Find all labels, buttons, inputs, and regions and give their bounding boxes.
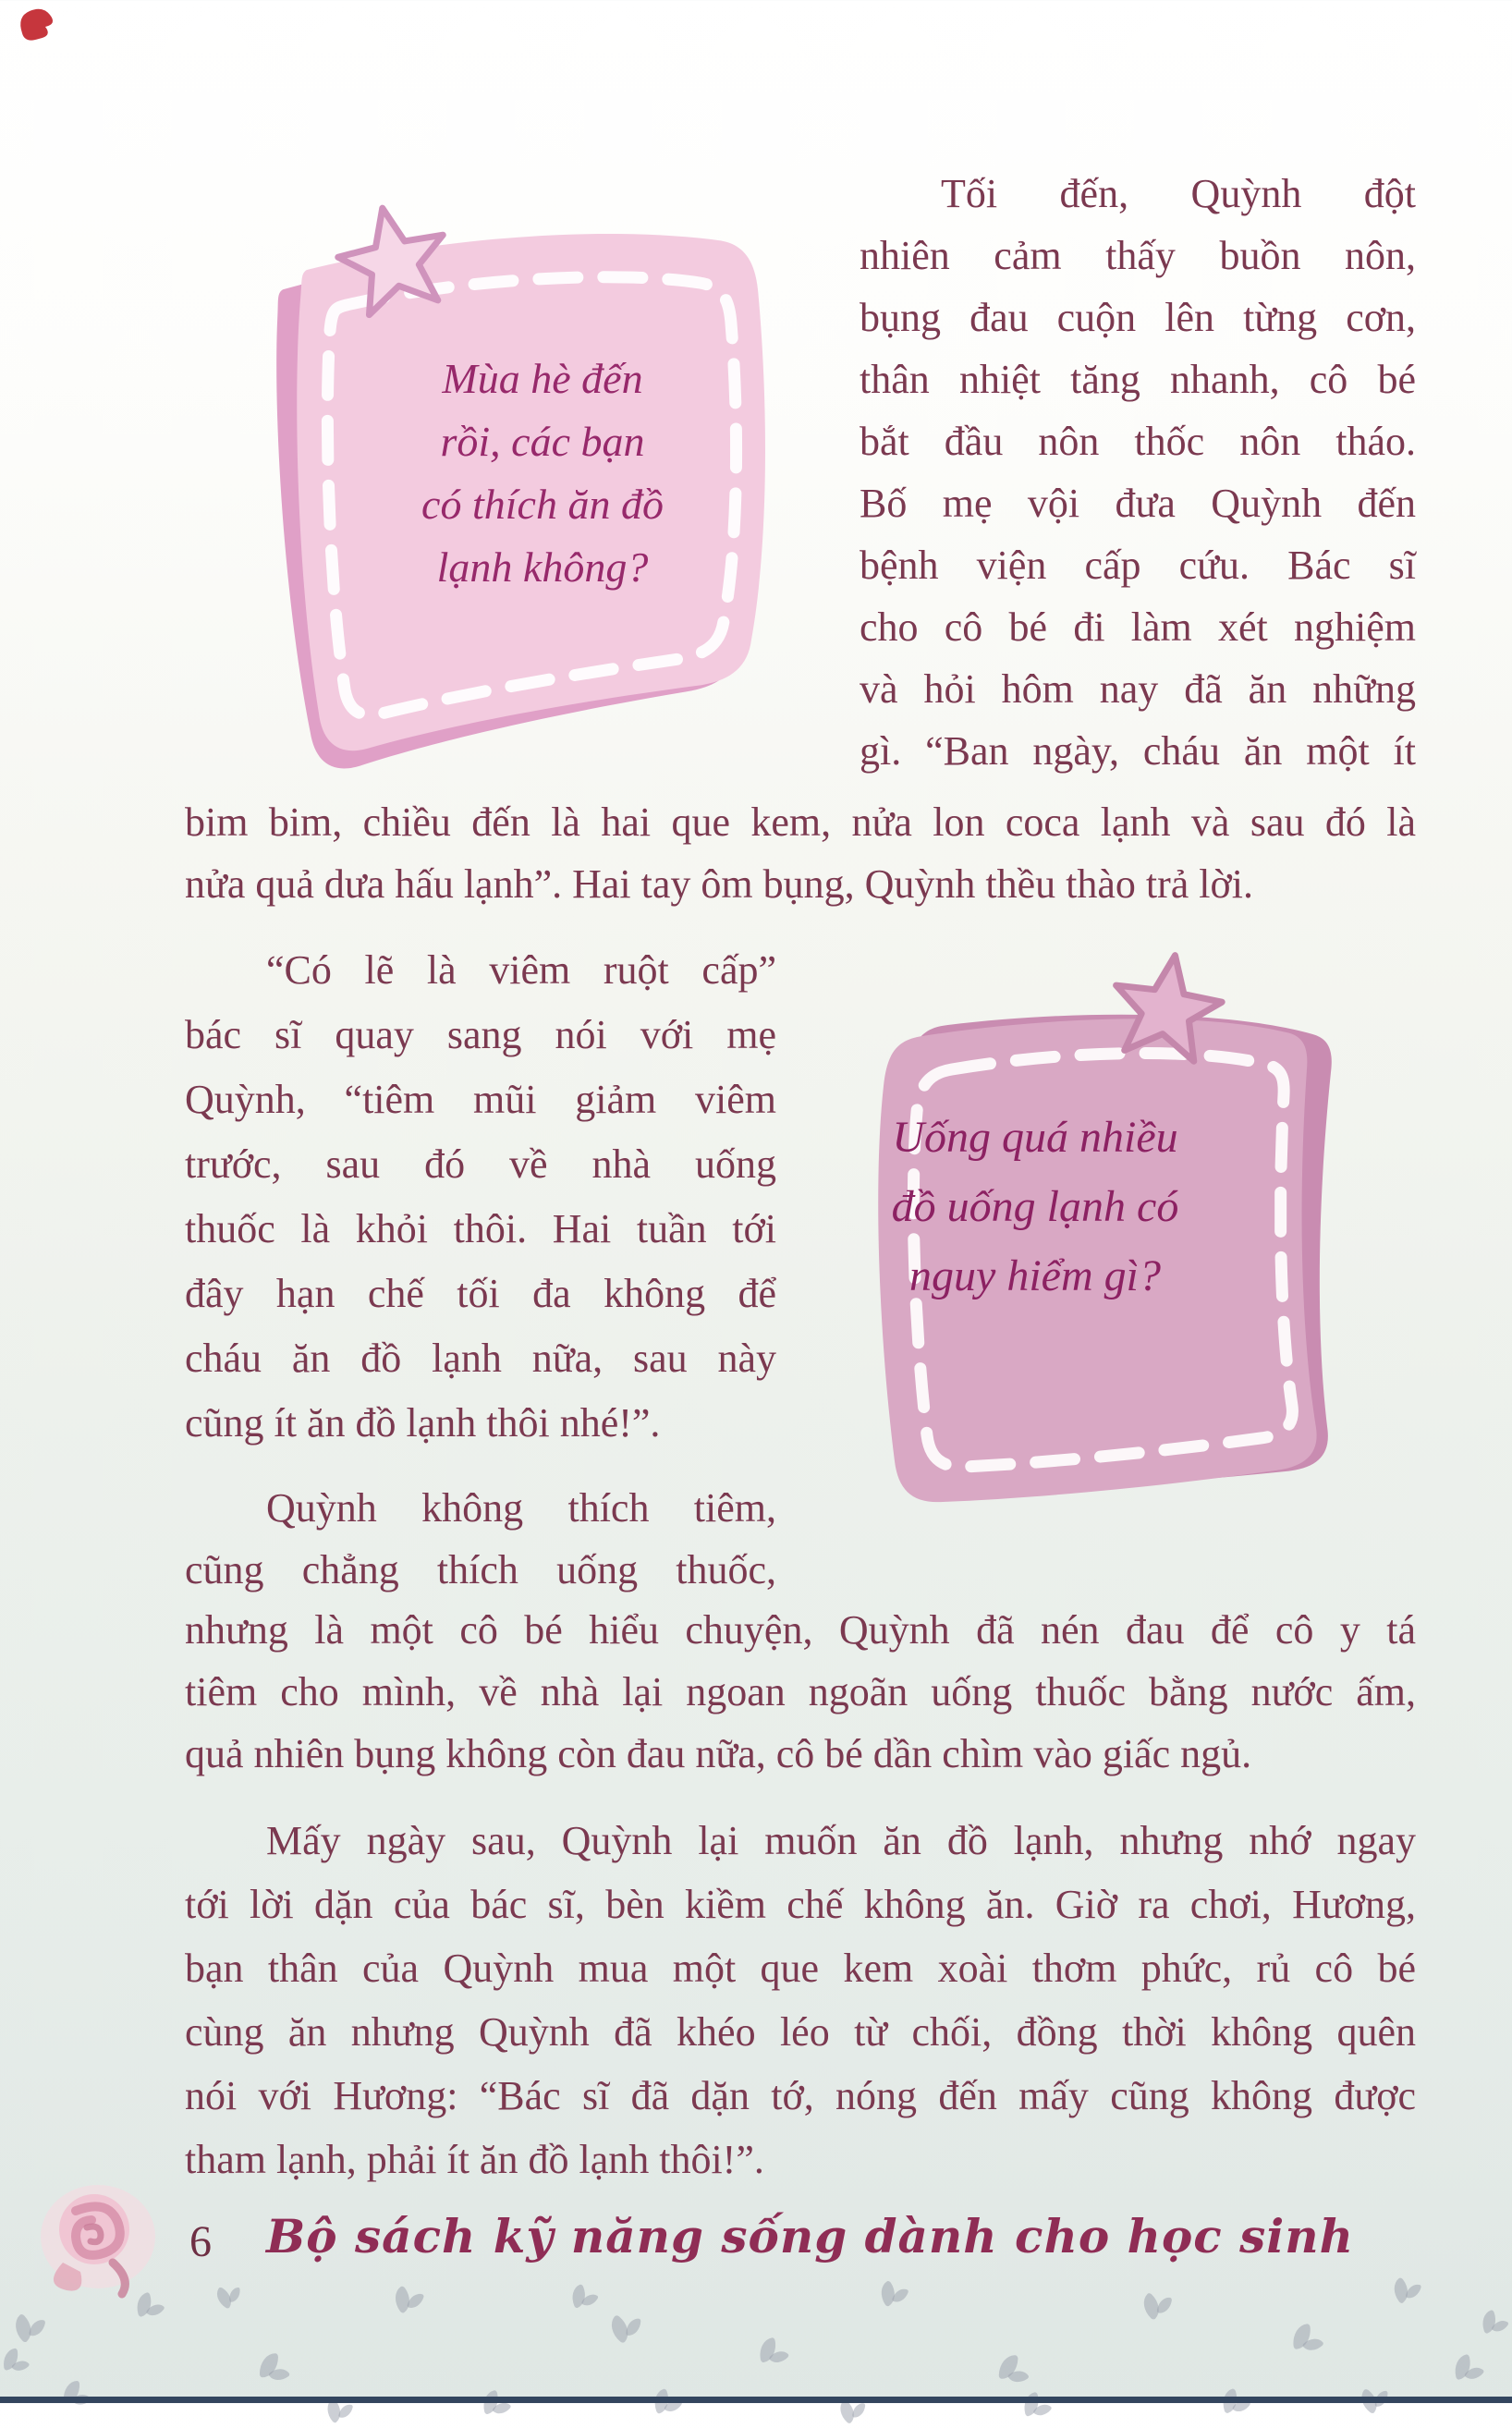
story-column-right [860, 163, 1416, 782]
page-bottom-edge [0, 2397, 1512, 2403]
story-line: và hỏi hôm nay đã ăn những [860, 666, 1416, 712]
butterfly-icon [1139, 2287, 1177, 2322]
story-line: thân nhiệt tăng nhanh, cô bé [860, 357, 1416, 402]
story-column-left-2 [185, 1477, 776, 1601]
story-line: quả nhiên bụng không còn đau nữa, cô bé dần chìm vào giấc ngủ. [185, 1731, 1252, 1776]
story-line: cũng ít ăn đồ lạnh thôi nhé!”. [185, 1400, 661, 1446]
story-line: “Có lẽ là viêm ruột cấp” [266, 947, 776, 993]
story-line: bắt đầu nôn thốc nôn tháo. [860, 419, 1416, 464]
story-line: cháu ăn đồ lạnh nữa, sau này [185, 1336, 776, 1381]
note-question-cold-drinks [841, 1103, 1229, 1311]
butterfly-icon [59, 2377, 97, 2412]
note-question-summer [293, 348, 792, 599]
story-line: Quỳnh không thích tiêm, [266, 1485, 776, 1531]
story-fullwidth-1 [185, 791, 1416, 915]
story-line: cũng chẳng thích uống thuốc, [185, 1547, 776, 1592]
butterfly-icon [392, 2284, 427, 2314]
story-line: nhiên cảm thấy buồn nôn, [860, 233, 1416, 278]
butterfly-icon [1451, 2352, 1488, 2385]
story-line: cho cô bé đi làm xét nghiệm [860, 604, 1416, 650]
butterfly-icon [994, 2350, 1036, 2391]
butterfly-icon [606, 2307, 648, 2345]
story-paragraph-3 [185, 1809, 1416, 2191]
note-card-summer [219, 189, 792, 780]
story-line: trước, sau đó về nhà uống [185, 1141, 776, 1187]
butterfly-icon [1020, 2390, 1055, 2422]
butterfly-icon [0, 2346, 34, 2377]
butterfly-icon [480, 2388, 515, 2420]
butterfly-icon [1480, 2309, 1511, 2336]
butterfly-icon [755, 2335, 793, 2370]
rose-icon [33, 2174, 163, 2303]
story-line: đây hạn chế tối đa không để [185, 1271, 776, 1316]
butterfly-icon [1288, 2320, 1330, 2358]
story-line: Tối đến, Quỳnh đột [941, 171, 1416, 216]
story-line: bác sĩ quay sang nói với mẹ [185, 1012, 776, 1057]
story-fullwidth-2 [185, 1599, 1416, 1785]
butterfly-icon [11, 2309, 51, 2344]
butterfly-icon [213, 2278, 247, 2311]
story-line: Mấy ngày sau, Quỳnh lại muốn ăn đồ lạnh, nhưng nhớ ngay [266, 1818, 1416, 1863]
story-line: cùng ăn nhưng Quỳnh đã khéo léo từ chối, đồng thời không quên [185, 2009, 1416, 2055]
story-line: nhưng là một cô bé hiểu chuyện, Quỳnh đã nén đau để cô y tá [185, 1607, 1416, 1653]
red-corner-mark [15, 6, 59, 44]
story-line: bạn thân của Quỳnh mua một que kem xoài thơm phức, rủ cô bé [185, 1946, 1416, 1991]
story-line: nửa quả dưa hấu lạnh”. Hai tay ôm bụng, Quỳnh thều thào trả lời. [185, 861, 1254, 907]
story-line: tới lời dặn của bác sĩ, bèn kiềm chế không ăn. Giờ ra chơi, Hương, [185, 1882, 1416, 1927]
note-line: Mùa hè đến [442, 355, 643, 402]
note-card-cold-drinks [813, 947, 1359, 1520]
story-line: bệnh viện cấp cứu. Bác sĩ [860, 543, 1416, 588]
butterfly-icon [1391, 2275, 1425, 2304]
story-column-left-1 [185, 938, 776, 1456]
series-title: Bộ sách kỹ năng sống dành cho học sinh [266, 2209, 1354, 2263]
butterfly-icon [254, 2349, 297, 2388]
note-line: đồ uống lạnh có [891, 1182, 1179, 1231]
story-line: thuốc là khỏi thôi. Hai tuần tới [185, 1206, 776, 1251]
note-line: rồi, các bạn [440, 418, 645, 465]
story-line: bụng đau cuộn lên từng cơn, [860, 295, 1416, 340]
story-line: Bố mẹ vội đưa Quỳnh đến [860, 481, 1416, 526]
story-line: tiêm cho mình, về nhà lại ngoan ngoãn uống thuốc bằng nước ấm, [185, 1669, 1416, 1714]
story-line: Quỳnh, “tiêm mũi giảm viêm [185, 1077, 776, 1122]
note-line: nguy hiểm gì? [909, 1251, 1161, 1300]
note-line: lạnh không? [436, 543, 649, 591]
butterfly-icon [570, 2284, 601, 2310]
butterfly-icon [879, 2279, 911, 2307]
page-number: 6 [189, 2217, 212, 2266]
story-line: tham lạnh, phải ít ăn đồ lạnh thôi!”. [185, 2137, 764, 2182]
story-line: gì. “Ban ngày, cháu ăn một ít [860, 728, 1416, 774]
story-line: nói với Hương: “Bác sĩ đã dặn tớ, nóng đến mấy cũng không được [185, 2073, 1416, 2118]
note-line: có thích ăn đồ [421, 481, 664, 528]
note-line: Uống quá nhiều [892, 1113, 1178, 1162]
story-line: bim bim, chiều đến là hai que kem, nửa lon coca lạnh và sau đó là [185, 799, 1416, 845]
butterfly-icon [133, 2290, 167, 2321]
